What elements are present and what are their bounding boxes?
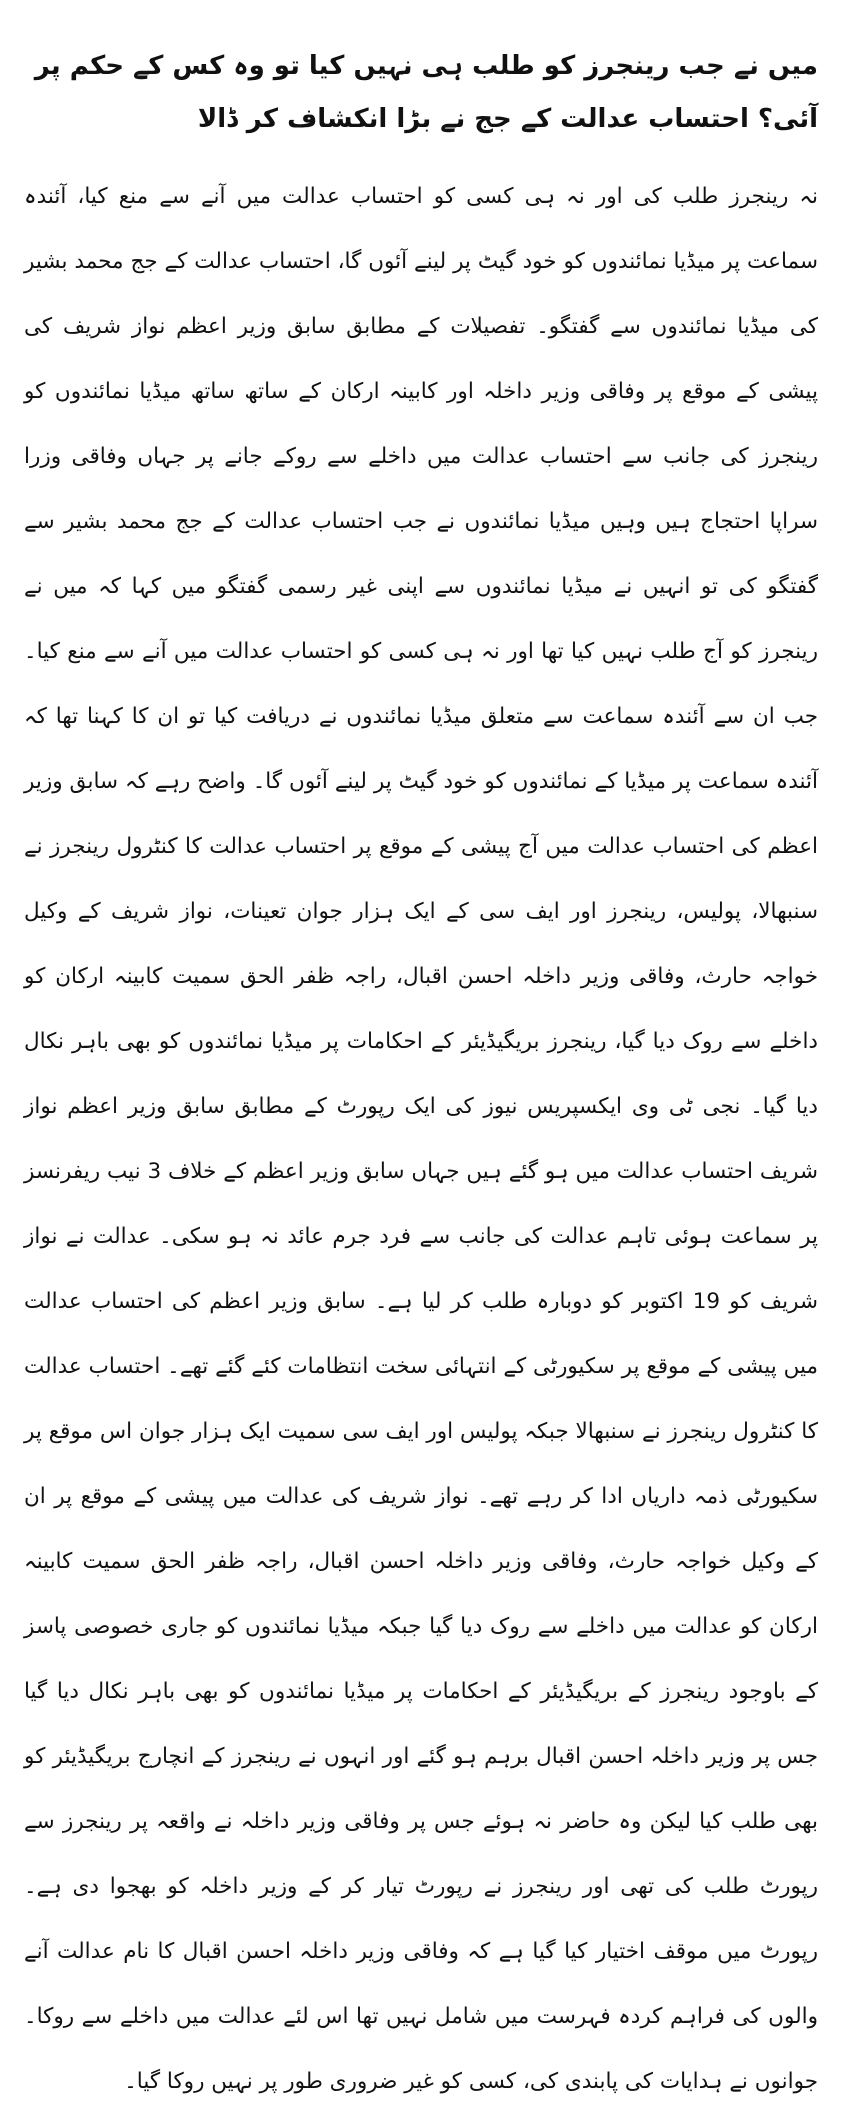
body-paragraph: عدالت نے نواز شریف کو 19 اکتوبر کو دوبارہ طلب کر لیا ہے۔: [24, 1224, 818, 1314]
body-paragraph: جوانوں نے ہدایات کی پابندی کی، کسی کو غیر ضروری طور پر نہیں روکا گیا۔: [124, 2069, 818, 2094]
body-paragraph: نواز شریف کی عدالت میں پیشی کے موقع پر ان کے وکیل خواجہ حارث، وفاقی وزیر داخلہ احسن اقبال، راجہ ظفر الحق سمیت کابینہ ارکان کو عدالت میں داخلے سے روک دیا گیا جبکہ میڈیا نمائندوں کو جاری خصوصی پاسز کے باوجود رینجرز کے بریگیڈیئر کے احکامات پر میڈیا نمائندوں کو بھی باہر نکال دیا گیا جس پر وزیر داخلہ احسن اقبال برہم ہو گئے اور انہوں نے رینجرز کے انچارج بریگیڈیئر کو بھی طلب کیا لیکن وہ حاضر نہ ہوئے جس پر وفاقی وزیر داخلہ نے واقعہ پر رینجرز سے رپورٹ طلب کی تھی اور رینجرز نے رپورٹ تیار کر کے وزیر داخلہ کو بھجوا دی ہے۔: [24, 1484, 818, 1899]
body-paragraph: سابق وزیر اعظم کی احتساب عدالت میں پیشی کے موقع پر سکیورٹی کے انتہائی سخت انتظامات کئے گئے تھے۔: [24, 1289, 818, 1379]
headline: میں نے جب رینجرز کو طلب ہی نہیں کیا تو وہ کس کے حکم پر آئی؟ احتساب عدالت کے جج نے بڑا انکشاف کر ڈالا: [34, 51, 818, 134]
body-paragraph: واضح رہے کہ سابق وزیر اعظم کی احتساب عدالت میں آج پیشی کے موقع پر احتساب عدالت کا کنٹرول رینجرز نے سنبھالا، پولیس، رینجرز اور ایف سی کے ایک ہزار جوان تعینات، نواز شریف کے وکیل خواجہ حارث، وفاقی وزیر داخلہ احسن اقبال، راجہ ظفر الحق سمیت کابینہ ارکان کو داخلے سے روک دیا گیا، رینجرز بریگیڈیئر کے احکامات پر میڈیا نمائندوں کو بھی باہر نکال دیا گیا۔: [24, 769, 818, 1119]
body-paragraph: احتساب عدالت کا کنٹرول رینجرز نے سنبھالا جبکہ پولیس اور ایف سی سمیت ایک ہزار جوان اس موقع پر سکیورٹی ذمہ داریاں ادا کر رہے تھے۔: [24, 1354, 818, 1509]
body-paragraph: نجی ٹی وی ایکسپریس نیوز کی ایک رپورٹ کے مطابق سابق وزیر اعظم نواز شریف احتساب عدالت میں ہو گئے ہیں جہاں سابق وزیر اعظم کے خلاف 3 نیب ریفرنسز پر سماعت ہوئی تاہم عدالت کی جانب سے فرد جرم عائد نہ ہو سکی۔: [24, 1094, 818, 1249]
body-paragraph: جب ان سے آئندہ سماعت سے متعلق میڈیا نمائندوں نے دریافت کیا تو ان کا کہنا تھا کہ آئندہ سماعت پر میڈیا کے نمائندوں کو خود گیٹ پر لینے آئوں گا۔: [24, 704, 818, 794]
body-paragraph: تفصیلات کے مطابق سابق وزیر اعظم نواز شریف کی پیشی کے موقع پر وفاقی وزیر داخلہ اور کابینہ ارکان کے ساتھ ساتھ میڈیا نمائندوں کو رینجرز کی جانب سے احتساب عدالت میں داخلے سے روکے جانے پر جہاں وفاقی وزرا سراپا احتجاج ہیں وہیں میڈیا نمائندوں نے جب احتساب عدالت کے جج محمد بشیر سے گفتگو کی تو انہیں نے میڈیا نمائندوں سے اپنی غیر رسمی گفتگو میں کہا کہ میں نے رینجرز کو آج طلب نہیں کیا تھا اور نہ ہی کسی کو احتساب عدالت میں آنے سے منع کیا۔: [24, 314, 818, 664]
body-paragraph: نہ رینجرز طلب کی اور نہ ہی کسی کو احتساب عدالت میں آنے سے منع کیا، آئندہ سماعت پر میڈیا نمائندوں کو خود گیٹ پر لینے آئوں گا، احتساب عدالت کے جج محمد بشیر کی میڈیا نمائندوں سے گفتگو۔: [24, 184, 819, 339]
body-paragraph: رپورٹ میں موقف اختیار کیا گیا ہے کہ وفاقی وزیر داخلہ احسن اقبال کا نام عدالت آنے والوں کی فراہم کردہ فہرست میں شامل نہیں تھا اس لئے عدالت میں داخلے سے روکا۔: [24, 1939, 818, 2029]
article-body: [24, 164, 818, 2114]
